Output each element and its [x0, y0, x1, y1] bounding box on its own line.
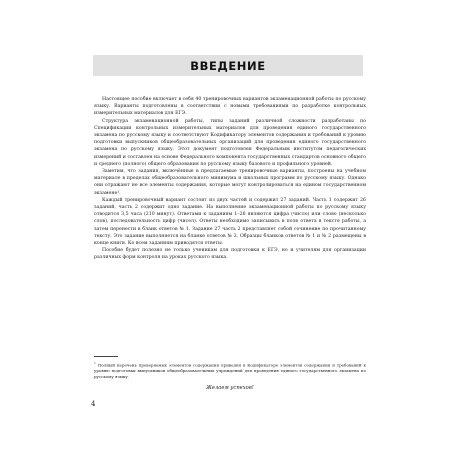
introduction-body [94, 96, 366, 262]
paragraph: Каждый тренировочный вариант состоит из двух частей и содержит 27 заданий. Часть 1 содержит 26 заданий, часть 2 содержит одно задание. На выполнение экзаменационной работы по русскому языку отводится 3,5 часа (210 минут). Ответами к заданиям 1–26 являются цифра (число) или слово (несколько слов), последовательность цифр (чисел). Ответы необходимо записывать в поле ответа в тексте работы, а затем перенести в бланк ответов № 1. Задание 27 часть 2 представляет собой сочинение по прочитанному тексту. Это задание выполняется на бланке ответов № 2. Образцы бланков ответов № 1 и № 2 размещены в конце книги. Ко всем заданиям приводятся ответы. [94, 197, 366, 247]
footnote [94, 361, 366, 380]
page-title: ВВЕДЕНИЕ [190, 58, 266, 73]
footnote-marker: 1 [94, 361, 96, 365]
closing-wish: Желаем успехов! [206, 385, 254, 391]
footnote-text: Полный перечень проверяемых элементов содержания приведён в Кодификаторе элементов содержания и требований к уровню подготовки выпускников общеобразовательных учреждений для проведения единого государственного экзамена по русскому языку. [94, 362, 366, 379]
page-number: 4 [91, 400, 96, 408]
paragraph: Структура экзаменационной работы, типы заданий различной сложности разработаны по Спецификации контрольных измерительных материалов для проведения единого государственного экзамена по русскому языку и соответствуют Кодификатору элементов содержания и требований к уровню подготовки выпускников общеобразовательных организаций для проведения единого государственного экзамена по русскому языку. Этот документ подготовлен Федеральным институтом педагогических измерений и составлен на основе Федерального компонента государственных стандартов основного общего и среднего (полного) общего образования по русскому языку базового и профильного уровней. [94, 118, 366, 167]
paragraph: Заметим, что задания, включённые в предлагаемые тренировочные варианты, построены на учебном материале в пределах общеобразовательного минимума и школьных программ по русскому языку. Однако они отражают не все элементы содержания, которые могут контролироваться на едином государственном экзамене¹. [94, 169, 366, 196]
paragraph: Настоящее пособие включает в себя 40 тренировочных вариантов экзаменационной работы по русскому языку. Варианты подготовлены в соответствии с новыми требованиями по разработке контрольных измерительных материалов для ЕГЭ. [94, 97, 366, 117]
paragraph: Пособие будет полезно не только ученикам для подготовки к ЕГЭ, но и учителям для организации различных форм контроля на уроках русского языка. [94, 248, 366, 261]
title-banner [93, 55, 363, 76]
footnote-divider [94, 356, 118, 357]
